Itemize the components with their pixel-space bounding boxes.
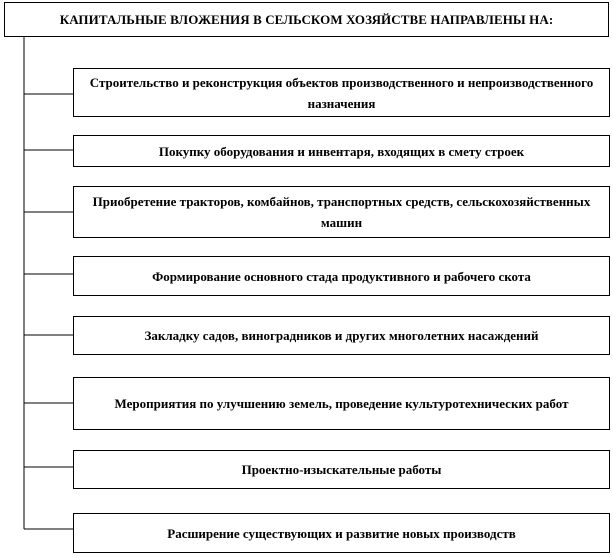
item-box-3: Приобретение тракторов, комбайнов, транспортных средств, сельскохозяйственных машин — [73, 186, 610, 238]
item-box-5: Закладку садов, виноградников и других многолетних насаждений — [73, 316, 610, 355]
item-box-7: Проектно-изыскательные работы — [73, 450, 610, 489]
item-box-2: Покупку оборудования и инвентаря, входящих в смету строек — [73, 135, 610, 167]
item-box-4: Формирование основного стада продуктивного и рабочего скота — [73, 256, 610, 296]
diagram-title: КАПИТАЛЬНЫЕ ВЛОЖЕНИЯ В СЕЛЬСКОМ ХОЗЯЙСТВЕ НАПРАВЛЕНЫ НА: — [4, 2, 609, 37]
item-box-1: Строительство и реконструкция объектов производственного и непроизводственного назначения — [73, 68, 610, 117]
item-box-8: Расширение существующих и развитие новых производств — [73, 513, 610, 553]
item-box-6: Мероприятия по улучшению земель, проведение культуротехнических работ — [73, 377, 610, 430]
